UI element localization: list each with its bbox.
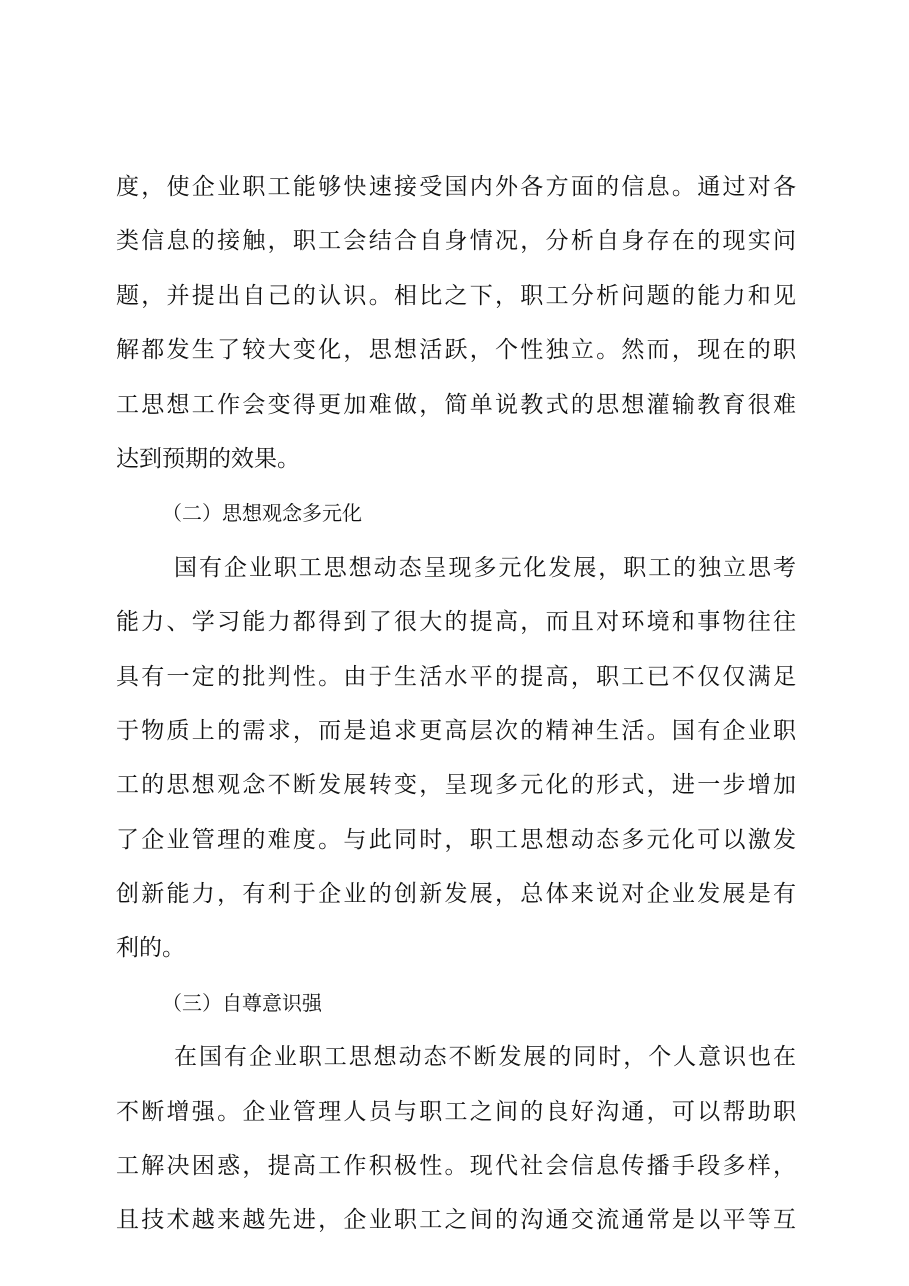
text-line: 且技术越来越先进，企业职工之间的沟通交流通常是以平等互 — [116, 1207, 796, 1234]
text-line: 利的。 — [116, 935, 185, 962]
text-line: 国有企业职工思想动态呈现多元化发展，职工的独立思考 — [174, 554, 796, 581]
text-line: 具有一定的批判性。由于生活水平的提高，职工已不仅仅满足 — [116, 663, 796, 690]
text-line: 类信息的接触，职工会结合自身情况，分析自身存在的现实问 — [116, 228, 796, 255]
text-line: 了企业管理的难度。与此同时，职工思想动态多元化可以激发 — [116, 826, 796, 853]
text-line: 于物质上的需求，而是追求更高层次的精神生活。国有企业职 — [116, 717, 796, 744]
text-line: 度，使企业职工能够快速接受国内外各方面的信息。通过对各 — [116, 174, 796, 200]
document-body — [116, 160, 796, 1248]
text-line: 工的思想观念不断发展转变，呈现多元化的形式，进一步增加 — [116, 772, 796, 799]
text-line: 题，并提出自己的认识。相比之下，职工分析问题的能力和见 — [116, 282, 796, 309]
text-line: 创新能力，有利于企业的创新发展，总体来说对企业发展是有 — [116, 881, 796, 908]
text-line: 不断增强。企业管理人员与职工之间的良好沟通，可以帮助职 — [116, 1098, 796, 1125]
text-line: 工思想工作会变得更加难做，简单说教式的思想灌输教育很难 — [116, 391, 796, 418]
text-line: 达到预期的效果。 — [116, 445, 300, 472]
section-heading: （二）思想观念多元化 — [162, 501, 362, 526]
text-line: 能力、学习能力都得到了很大的提高，而且对环境和事物往往 — [116, 609, 796, 636]
text-line: 在国有企业职工思想动态不断发展的同时，个人意识也在 — [174, 1044, 796, 1071]
text-line: 工解决困惑，提高工作积极性。现代社会信息传播手段多样， — [116, 1153, 796, 1180]
text-line: 解都发生了较大变化，思想活跃，个性独立。然而，现在的职 — [116, 337, 796, 364]
section-heading: （三）自尊意识强 — [162, 990, 322, 1015]
